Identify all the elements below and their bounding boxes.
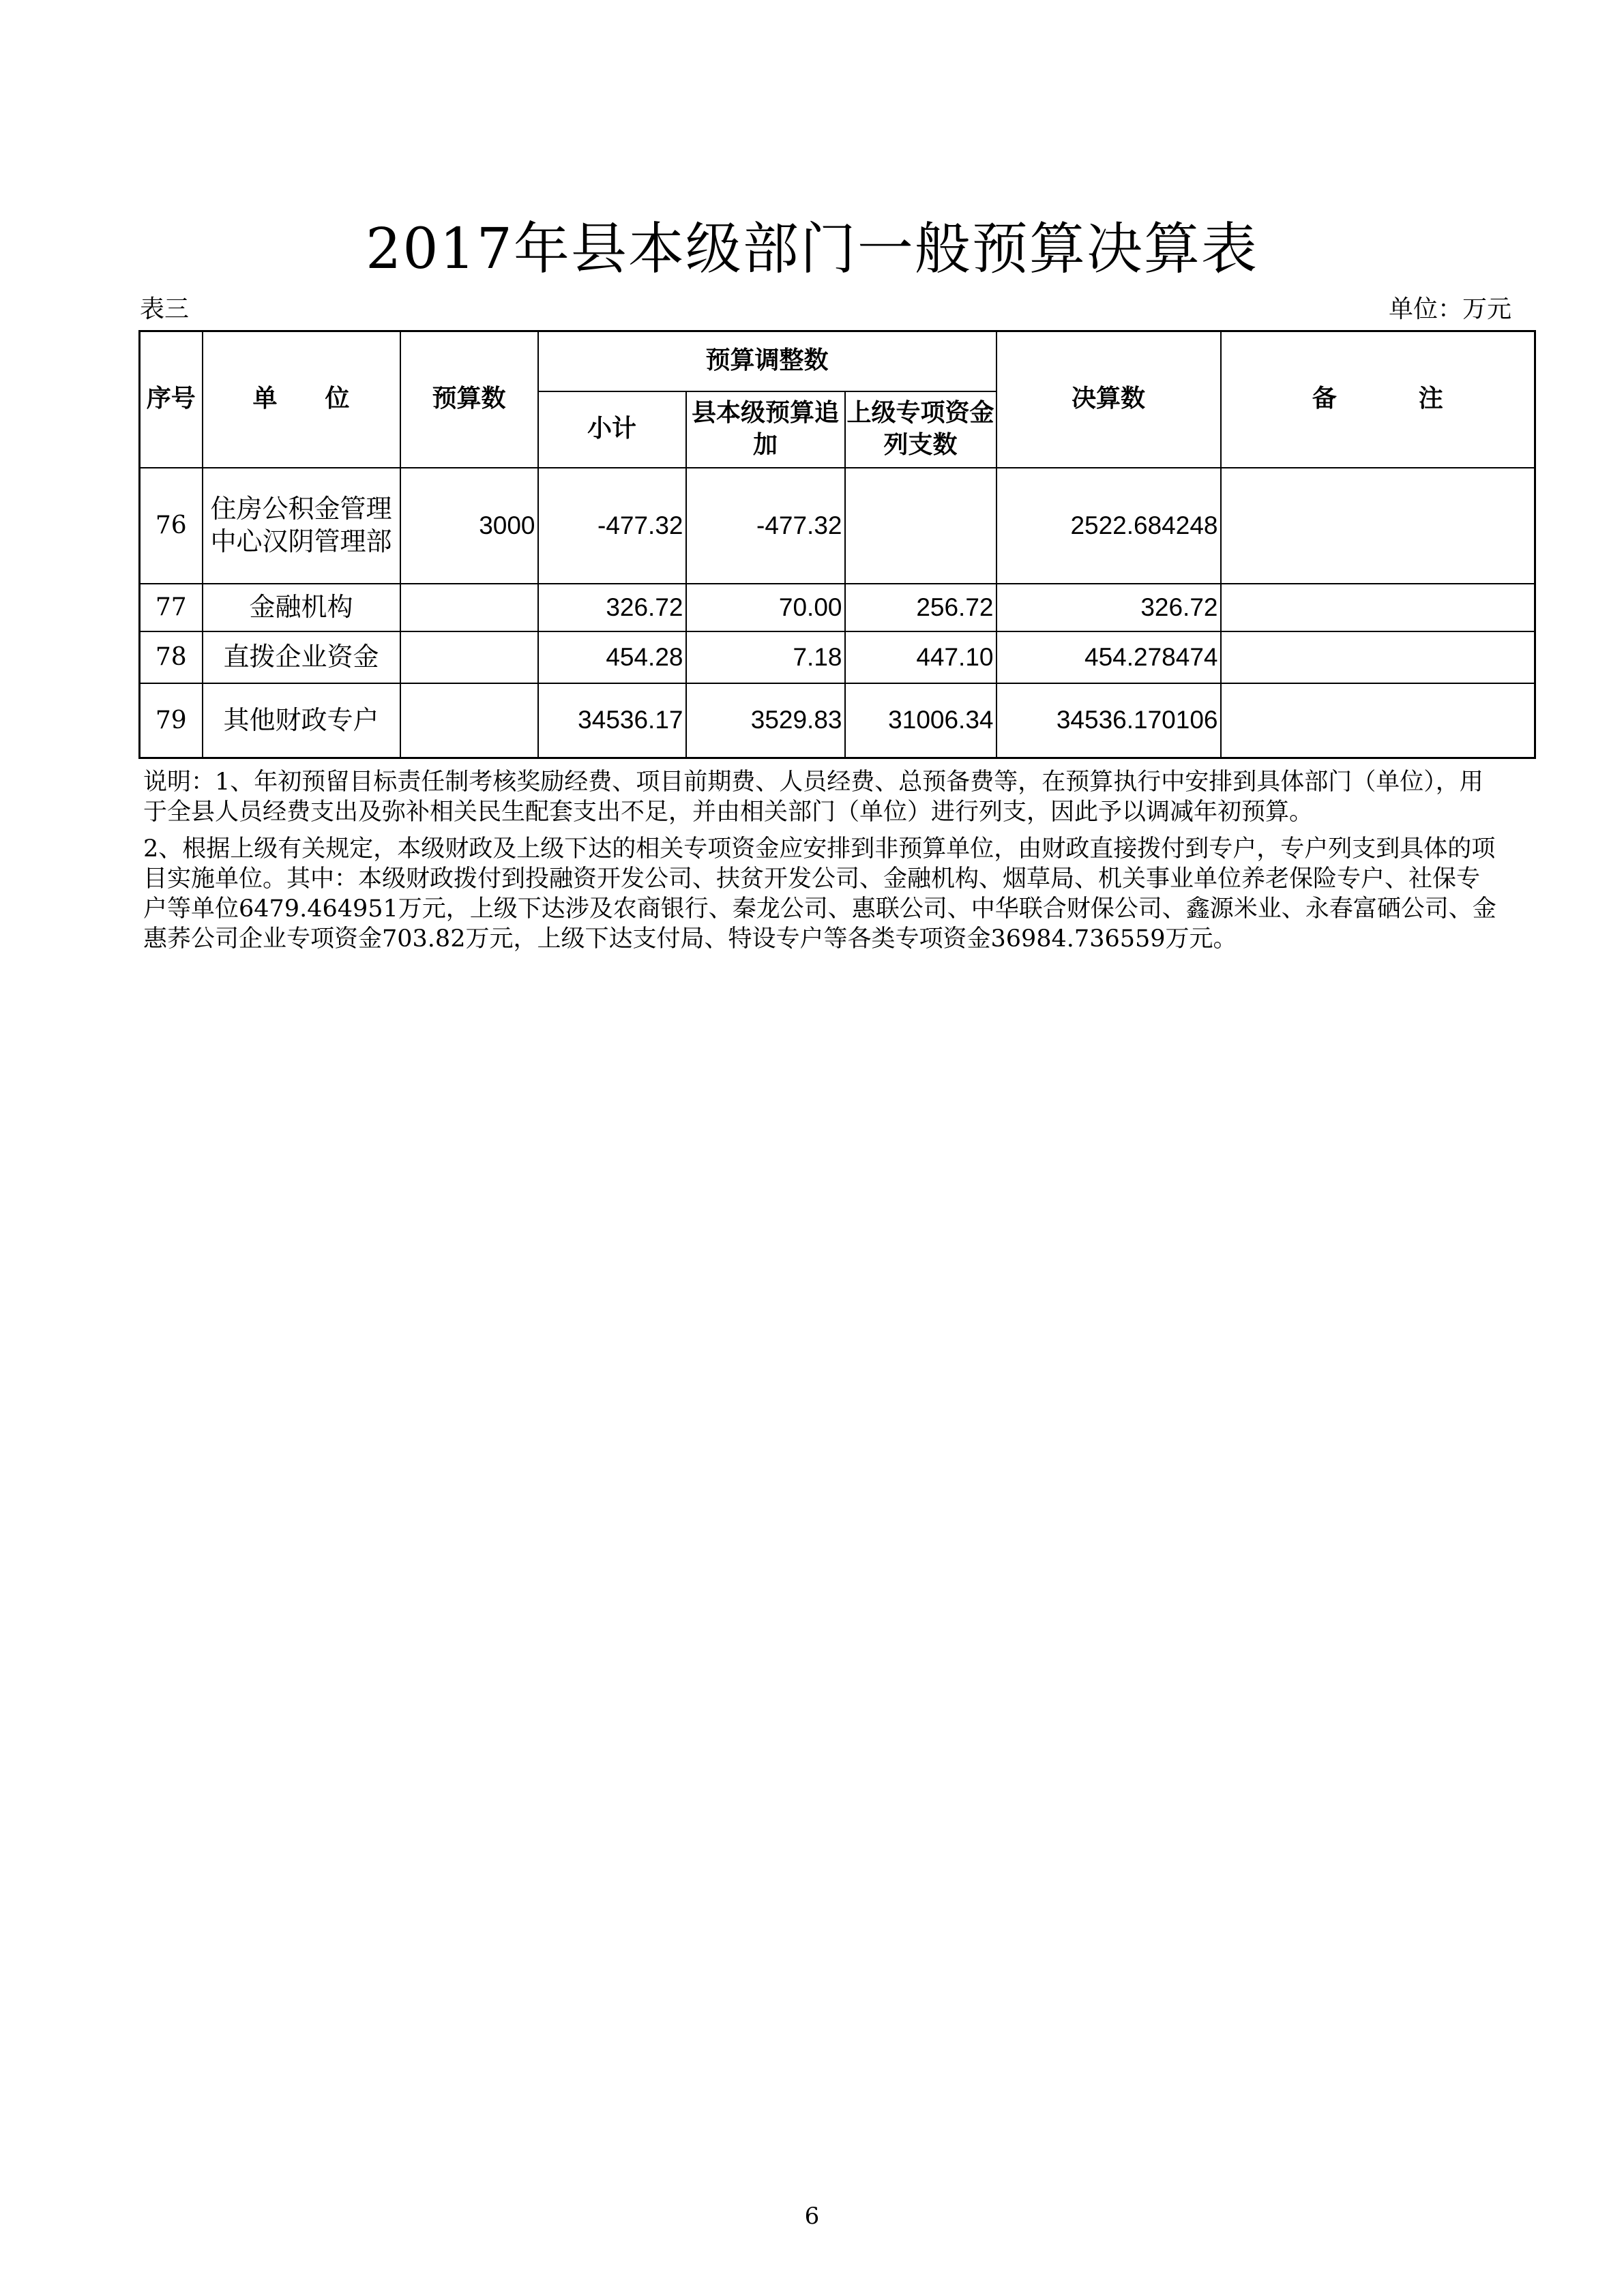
table-row: [140, 584, 1535, 631]
cell-unit: 住房公积金管理中心汉阴管理部: [203, 468, 400, 584]
note-paragraph: 说明：1、年初预留目标责任制考核奖励经费、项目前期费、人员经费、总预备费等，在预算执行中安排到具体部门（单位），用于全县人员经费支出及弥补相关民生配套支出不足，并由相关部门（单位）进行列支，因此予以调减年初预算。: [143, 769, 1483, 826]
cell-seq: 77: [140, 584, 203, 631]
cell-budget: [400, 631, 538, 683]
cell-upper-special: 447.10: [845, 631, 996, 683]
header-seq: 序号: [140, 331, 203, 468]
note-paragraph: 2、根据上级有关规定，本级财政及上级下达的相关专项资金应安排到非预算单位，由财政直接拨付到专户，专户列支到具体的项目实施单位。其中：本级财政拨付到投融资开发公司、扶贫开发公司、金融机构、烟草局、机关事业单位养老保险专户、社保专户等单位6479.464951万元，上级下达涉及农商银行、秦龙公司、惠联公司、中华联合财保公司、鑫源米业、永春富硒公司、金惠荞公司企业专项资金703.82万元，上级下达支付局、特设专户等各类专项资金36984.736559万元。: [143, 835, 1496, 953]
cell-unit: 其他财政专户: [203, 683, 400, 758]
cell-subtotal: 34536.17: [538, 683, 686, 758]
header-final: 决算数: [996, 331, 1221, 468]
header-adjust-group: 预算调整数: [538, 331, 996, 391]
budget-table: [138, 330, 1536, 759]
cell-upper-special: 256.72: [845, 584, 996, 631]
cell-remark: [1221, 683, 1535, 758]
cell-remark: [1221, 584, 1535, 631]
cell-budget: 3000: [400, 468, 538, 584]
table-row: [140, 468, 1535, 584]
cell-unit: 直拨企业资金: [203, 631, 400, 683]
cell-county-add: -477.32: [686, 468, 845, 584]
cell-subtotal: 454.28: [538, 631, 686, 683]
cell-upper-special: [845, 468, 996, 584]
cell-county-add: 3529.83: [686, 683, 845, 758]
cell-remark: [1221, 468, 1535, 584]
header-unit: 单位: [203, 331, 400, 468]
cell-seq: 79: [140, 683, 203, 758]
cell-final: 326.72: [996, 584, 1221, 631]
cell-seq: 76: [140, 468, 203, 584]
cell-final: 34536.170106: [996, 683, 1221, 758]
header-county-add: 县本级预算追加: [686, 391, 845, 468]
table-row: [140, 683, 1535, 758]
cell-seq: 78: [140, 631, 203, 683]
cell-final: 2522.684248: [996, 468, 1221, 584]
cell-remark: [1221, 631, 1535, 683]
table-label: 表三: [140, 295, 190, 323]
page-number: 6: [804, 2203, 820, 2230]
header-upper-special: 上级专项资金列支数: [845, 391, 996, 468]
page-title: 2017年县本级部门一般预算决算表: [366, 217, 1258, 282]
cell-final: 454.278474: [996, 631, 1221, 683]
cell-county-add: 7.18: [686, 631, 845, 683]
cell-upper-special: 31006.34: [845, 683, 996, 758]
header-remark: 备注: [1221, 331, 1535, 468]
unit-label: 单位：万元: [1388, 295, 1511, 323]
cell-unit: 金融机构: [203, 584, 400, 631]
cell-subtotal: -477.32: [538, 468, 686, 584]
header-budget: 预算数: [400, 331, 538, 468]
cell-subtotal: 326.72: [538, 584, 686, 631]
cell-budget: [400, 584, 538, 631]
cell-budget: [400, 683, 538, 758]
header-subtotal: 小计: [538, 391, 686, 468]
table-row: [140, 631, 1535, 683]
notes-section: [143, 767, 1501, 961]
cell-county-add: 70.00: [686, 584, 845, 631]
